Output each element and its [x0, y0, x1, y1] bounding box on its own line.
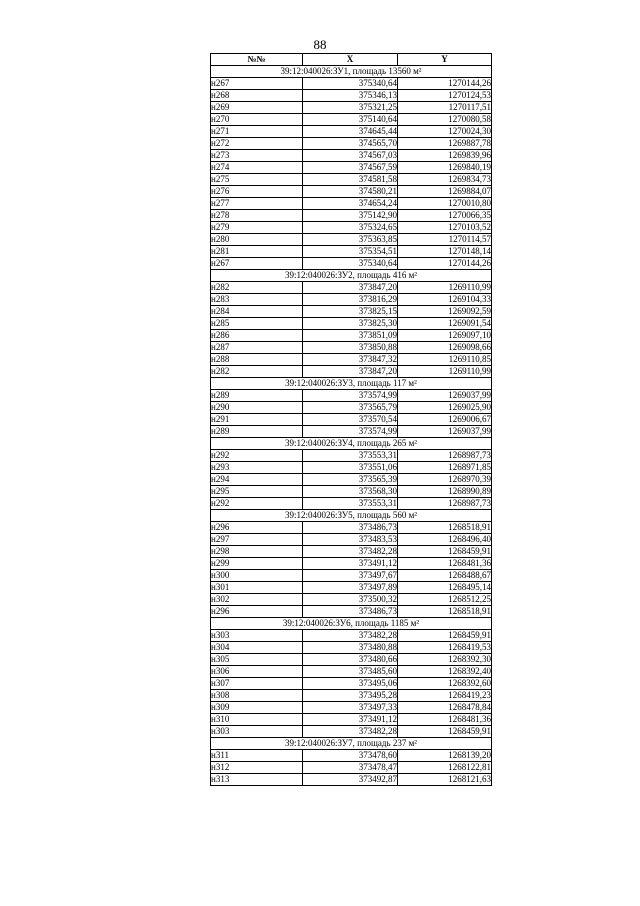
y-value: 1269037,99 — [398, 390, 492, 402]
point-number: н310 — [211, 714, 303, 726]
y-value: 1268518,91 — [398, 522, 492, 534]
x-value: 373847,20 — [303, 282, 398, 294]
x-value: 373480,88 — [303, 642, 398, 654]
section-row — [211, 378, 492, 390]
y-value: 1269884,07 — [398, 186, 492, 198]
table-row — [211, 726, 492, 738]
y-value: 1268459,91 — [398, 630, 492, 642]
header-row — [211, 54, 492, 66]
y-value: 1269110,99 — [398, 282, 492, 294]
x-value: 373816,29 — [303, 294, 398, 306]
table-row — [211, 570, 492, 582]
x-value: 374654,24 — [303, 198, 398, 210]
x-value: 373495,28 — [303, 690, 398, 702]
header-y: Y — [398, 54, 492, 66]
section-title: 39:12:040026:ЗУ2, площадь 416 м² — [211, 270, 492, 282]
y-value: 1269025,90 — [398, 402, 492, 414]
point-number: н306 — [211, 666, 303, 678]
point-number: н312 — [211, 762, 303, 774]
x-value: 373495,06 — [303, 678, 398, 690]
x-value: 373500,32 — [303, 594, 398, 606]
table-row — [211, 354, 492, 366]
point-number: н273 — [211, 150, 303, 162]
y-value: 1270114,57 — [398, 234, 492, 246]
table-row — [211, 246, 492, 258]
table-row — [211, 606, 492, 618]
table-row — [211, 90, 492, 102]
header-x: X — [303, 54, 398, 66]
table-row — [211, 390, 492, 402]
point-number: н277 — [211, 198, 303, 210]
y-value: 1270117,51 — [398, 102, 492, 114]
x-value: 373482,28 — [303, 546, 398, 558]
table-row — [211, 162, 492, 174]
point-number: н305 — [211, 654, 303, 666]
section-title: 39:12:040026:ЗУ4, площадь 265 м² — [211, 438, 492, 450]
point-number: н287 — [211, 342, 303, 354]
x-value: 373497,89 — [303, 582, 398, 594]
table-row — [211, 474, 492, 486]
table-row — [211, 714, 492, 726]
x-value: 373553,31 — [303, 450, 398, 462]
x-value: 374567,59 — [303, 162, 398, 174]
y-value: 1270144,26 — [398, 258, 492, 270]
table-row — [211, 558, 492, 570]
point-number: н280 — [211, 234, 303, 246]
point-number: н296 — [211, 606, 303, 618]
x-value: 373570,54 — [303, 414, 398, 426]
y-value: 1269006,67 — [398, 414, 492, 426]
point-number: н283 — [211, 294, 303, 306]
section-row — [211, 510, 492, 522]
y-value: 1270080,58 — [398, 114, 492, 126]
table-row — [211, 150, 492, 162]
point-number: н271 — [211, 126, 303, 138]
table-row — [211, 294, 492, 306]
table-row — [211, 282, 492, 294]
point-number: н311 — [211, 750, 303, 762]
point-number: н290 — [211, 402, 303, 414]
section-row — [211, 66, 492, 78]
y-value: 1268478,84 — [398, 702, 492, 714]
x-value: 374645,44 — [303, 126, 398, 138]
table-row — [211, 642, 492, 654]
x-value: 373565,39 — [303, 474, 398, 486]
point-number: н307 — [211, 678, 303, 690]
table-row — [211, 450, 492, 462]
section-row — [211, 738, 492, 750]
y-value: 1270066,35 — [398, 210, 492, 222]
x-value: 373478,47 — [303, 762, 398, 774]
x-value: 373482,28 — [303, 726, 398, 738]
point-number: н300 — [211, 570, 303, 582]
coordinates-table — [210, 53, 492, 786]
x-value: 373850,88 — [303, 342, 398, 354]
x-value: 373482,28 — [303, 630, 398, 642]
point-number: н269 — [211, 102, 303, 114]
point-number: н270 — [211, 114, 303, 126]
x-value: 373551,06 — [303, 462, 398, 474]
x-value: 373497,67 — [303, 570, 398, 582]
point-number: н268 — [211, 90, 303, 102]
point-number: н301 — [211, 582, 303, 594]
table-row — [211, 78, 492, 90]
x-value: 373491,12 — [303, 558, 398, 570]
table-row — [211, 210, 492, 222]
point-number: н282 — [211, 282, 303, 294]
table-row — [211, 462, 492, 474]
table-row — [211, 534, 492, 546]
section-title: 39:12:040026:ЗУ5, площадь 560 м² — [211, 510, 492, 522]
table-row — [211, 654, 492, 666]
y-value: 1269110,99 — [398, 366, 492, 378]
table-body — [211, 66, 492, 786]
point-number: н308 — [211, 690, 303, 702]
y-value: 1269110,85 — [398, 354, 492, 366]
x-value: 375346,13 — [303, 90, 398, 102]
x-value: 374567,03 — [303, 150, 398, 162]
x-value: 373553,31 — [303, 498, 398, 510]
x-value: 374581,58 — [303, 174, 398, 186]
table-row — [211, 498, 492, 510]
table-row — [211, 198, 492, 210]
point-number: н267 — [211, 78, 303, 90]
x-value: 373847,20 — [303, 366, 398, 378]
y-value: 1268392,60 — [398, 678, 492, 690]
point-number: н286 — [211, 330, 303, 342]
section-row — [211, 618, 492, 630]
table-row — [211, 138, 492, 150]
point-number: н267 — [211, 258, 303, 270]
point-number: н282 — [211, 366, 303, 378]
table-row — [211, 126, 492, 138]
table-row — [211, 330, 492, 342]
y-value: 1269839,96 — [398, 150, 492, 162]
x-value: 375142,90 — [303, 210, 398, 222]
table-row — [211, 414, 492, 426]
x-value: 373574,99 — [303, 426, 398, 438]
y-value: 1268496,40 — [398, 534, 492, 546]
y-value: 1268419,23 — [398, 690, 492, 702]
y-value: 1270148,14 — [398, 246, 492, 258]
y-value: 1268990,89 — [398, 486, 492, 498]
x-value: 373847,32 — [303, 354, 398, 366]
section-title: 39:12:040026:ЗУ6, площадь 1185 м² — [211, 618, 492, 630]
table-row — [211, 750, 492, 762]
point-number: н278 — [211, 210, 303, 222]
y-value: 1268122,81 — [398, 762, 492, 774]
y-value: 1270010,80 — [398, 198, 492, 210]
x-value: 373574,99 — [303, 390, 398, 402]
table-row — [211, 486, 492, 498]
point-number: н279 — [211, 222, 303, 234]
y-value: 1269098,66 — [398, 342, 492, 354]
point-number: н294 — [211, 474, 303, 486]
table-row — [211, 318, 492, 330]
point-number: н272 — [211, 138, 303, 150]
point-number: н295 — [211, 486, 303, 498]
table-row — [211, 234, 492, 246]
section-row — [211, 438, 492, 450]
y-value: 1268971,85 — [398, 462, 492, 474]
x-value: 373480,66 — [303, 654, 398, 666]
table-row — [211, 690, 492, 702]
section-title: 39:12:040026:ЗУ3, площадь 117 м² — [211, 378, 492, 390]
y-value: 1270103,52 — [398, 222, 492, 234]
point-number: н309 — [211, 702, 303, 714]
point-number: н288 — [211, 354, 303, 366]
table-row — [211, 546, 492, 558]
table-row — [211, 114, 492, 126]
point-number: н285 — [211, 318, 303, 330]
table-row — [211, 426, 492, 438]
x-value: 373485,60 — [303, 666, 398, 678]
table-row — [211, 630, 492, 642]
y-value: 1269092,59 — [398, 306, 492, 318]
y-value: 1268392,40 — [398, 666, 492, 678]
y-value: 1270144,26 — [398, 78, 492, 90]
x-value: 375140,64 — [303, 114, 398, 126]
y-value: 1269840,19 — [398, 162, 492, 174]
section-row — [211, 270, 492, 282]
y-value: 1269834,73 — [398, 174, 492, 186]
y-value: 1270024,30 — [398, 126, 492, 138]
table-row — [211, 594, 492, 606]
y-value: 1268512,25 — [398, 594, 492, 606]
point-number: н274 — [211, 162, 303, 174]
y-value: 1268459,91 — [398, 546, 492, 558]
table-row — [211, 702, 492, 714]
table-row — [211, 366, 492, 378]
table-row — [211, 174, 492, 186]
point-number: н313 — [211, 774, 303, 786]
table-row — [211, 102, 492, 114]
x-value: 373565,79 — [303, 402, 398, 414]
y-value: 1269104,33 — [398, 294, 492, 306]
x-value: 373486,73 — [303, 606, 398, 618]
x-value: 373825,15 — [303, 306, 398, 318]
table-row — [211, 522, 492, 534]
table-row — [211, 402, 492, 414]
y-value: 1268481,36 — [398, 558, 492, 570]
y-value: 1268518,91 — [398, 606, 492, 618]
x-value: 375354,51 — [303, 246, 398, 258]
section-title: 39:12:040026:ЗУ1, площадь 13560 м² — [211, 66, 492, 78]
x-value: 375321,25 — [303, 102, 398, 114]
table-row — [211, 306, 492, 318]
table-row — [211, 342, 492, 354]
x-value: 375324,65 — [303, 222, 398, 234]
point-number: н293 — [211, 462, 303, 474]
table-row — [211, 222, 492, 234]
x-value: 374580,21 — [303, 186, 398, 198]
y-value: 1268121,63 — [398, 774, 492, 786]
section-title: 39:12:040026:ЗУ7, площадь 237 м² — [211, 738, 492, 750]
point-number: н299 — [211, 558, 303, 570]
point-number: н291 — [211, 414, 303, 426]
point-number: н298 — [211, 546, 303, 558]
y-value: 1268139,20 — [398, 750, 492, 762]
point-number: н296 — [211, 522, 303, 534]
y-value: 1268987,73 — [398, 450, 492, 462]
point-number: н302 — [211, 594, 303, 606]
x-value: 373568,30 — [303, 486, 398, 498]
point-number: н304 — [211, 642, 303, 654]
y-value: 1269091,54 — [398, 318, 492, 330]
point-number: н281 — [211, 246, 303, 258]
point-number: н276 — [211, 186, 303, 198]
y-value: 1268419,53 — [398, 642, 492, 654]
x-value: 373851,09 — [303, 330, 398, 342]
x-value: 373478,60 — [303, 750, 398, 762]
x-value: 374565,70 — [303, 138, 398, 150]
header-num: №№ — [211, 54, 303, 66]
point-number: н292 — [211, 450, 303, 462]
x-value: 373825,30 — [303, 318, 398, 330]
y-value: 1268392,30 — [398, 654, 492, 666]
page-number: 88 — [313, 37, 327, 52]
table-row — [211, 186, 492, 198]
x-value: 375340,64 — [303, 258, 398, 270]
y-value: 1268481,36 — [398, 714, 492, 726]
table-row — [211, 678, 492, 690]
x-value: 373491,12 — [303, 714, 398, 726]
x-value: 375340,64 — [303, 78, 398, 90]
y-value: 1268459,91 — [398, 726, 492, 738]
y-value: 1268970,39 — [398, 474, 492, 486]
y-value: 1268495,14 — [398, 582, 492, 594]
y-value: 1268488,67 — [398, 570, 492, 582]
y-value: 1269887,78 — [398, 138, 492, 150]
y-value: 1269097,10 — [398, 330, 492, 342]
point-number: н289 — [211, 390, 303, 402]
point-number: н284 — [211, 306, 303, 318]
x-value: 375363,85 — [303, 234, 398, 246]
y-value: 1269037,99 — [398, 426, 492, 438]
point-number: н303 — [211, 726, 303, 738]
point-number: н297 — [211, 534, 303, 546]
table-row — [211, 666, 492, 678]
x-value: 373497,33 — [303, 702, 398, 714]
point-number: н292 — [211, 498, 303, 510]
table-row — [211, 582, 492, 594]
point-number: н275 — [211, 174, 303, 186]
table-row — [211, 258, 492, 270]
x-value: 373486,73 — [303, 522, 398, 534]
point-number: н289 — [211, 426, 303, 438]
y-value: 1270124,53 — [398, 90, 492, 102]
y-value: 1268987,73 — [398, 498, 492, 510]
point-number: н303 — [211, 630, 303, 642]
x-value: 373492,87 — [303, 774, 398, 786]
x-value: 373483,53 — [303, 534, 398, 546]
table-row — [211, 762, 492, 774]
table-row — [211, 774, 492, 786]
